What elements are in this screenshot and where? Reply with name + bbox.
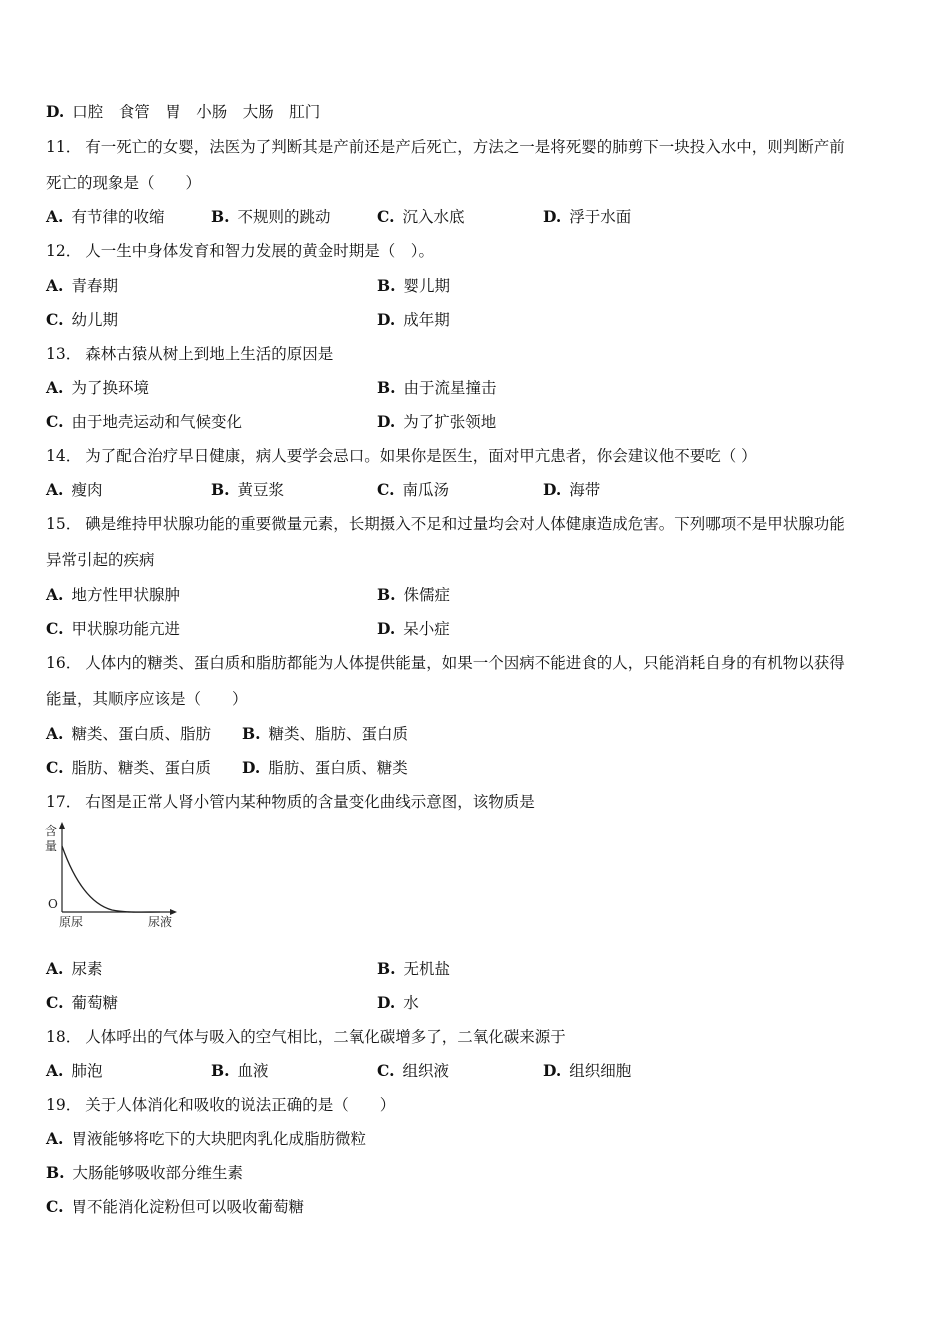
q13-option-d: D. 为了扩张领地 <box>377 412 497 431</box>
q16-option-d: D. 脂肪、蛋白质、糖类 <box>242 758 408 777</box>
y-label-1: 含 <box>45 824 58 838</box>
y-label-2: 量 <box>45 839 58 853</box>
q11-option-a: A. 有节律的收缩 <box>46 207 165 226</box>
q18-stem: 18． 人体呼出的气体与吸入的空气相比，二氧化碳增多了，二氧化碳来源于 <box>46 1028 566 1046</box>
q15-stem-line1: 15． 碘是维持甲状腺功能的重要微量元素，长期摄入不足和过量均会对人体健康造成危害。下列哪项不是甲状腺功能 <box>46 515 845 533</box>
q15-option-d: D. 呆小症 <box>377 619 450 638</box>
q12-option-d: D. 成年期 <box>377 310 450 329</box>
q16-option-a: A. 糖类、蛋白质、脂肪 <box>46 724 211 743</box>
q19-option-a: A. 胃液能够将吃下的大块肥肉乳化成脂肪微粒 <box>46 1129 366 1148</box>
q19-option-c: C. 胃不能消化淀粉但可以吸收葡萄糖 <box>46 1197 304 1216</box>
q16-stem-line2: 能量，其顺序应该是（ ） <box>46 690 248 708</box>
q18-option-a: A. 肺泡 <box>46 1061 103 1080</box>
origin-label: O <box>48 897 58 911</box>
q13-stem: 13． 森林古猿从树上到地上生活的原因是 <box>46 345 334 363</box>
q15-stem-line2: 异常引起的疾病 <box>46 551 155 569</box>
q14-stem: 14． 为了配合治疗早日健康，病人要学会忌口。如果你是医生，面对甲亢患者，你会建议他不要吃（ ） <box>46 447 757 465</box>
q15-option-a: A. 地方性甲状腺肿 <box>46 585 180 604</box>
q14-option-d: D. 海带 <box>543 480 601 499</box>
q13-option-c: C. 由于地壳运动和气候变化 <box>46 412 242 431</box>
q12-option-a: A. 青春期 <box>46 276 118 295</box>
q16-option-c: C. 脂肪、糖类、蛋白质 <box>46 758 211 777</box>
x-end-label: 尿液 <box>148 915 173 929</box>
q14-option-b: B. 黄豆浆 <box>211 480 285 499</box>
option-label: D. <box>46 102 65 121</box>
q13-option-b: B. 由于流星撞击 <box>377 378 497 397</box>
q19-stem: 19． 关于人体消化和吸收的说法正确的是（ ） <box>46 1096 396 1114</box>
q17-option-d: D. 水 <box>377 993 419 1012</box>
x-start-label: 原尿 <box>59 915 84 929</box>
q12-option-b: B. 婴儿期 <box>377 276 451 295</box>
content-curve <box>62 846 160 912</box>
q14-option-a: A. 瘦肉 <box>46 480 103 499</box>
q17-option-c: C. 葡萄糖 <box>46 993 118 1012</box>
q18-option-d: D. 组织细胞 <box>543 1061 632 1080</box>
q15-option-c: C. 甲状腺功能亢进 <box>46 619 180 638</box>
q17-curve-figure <box>40 820 190 932</box>
option-text: 口腔 食管 胃 小肠 大肠 肛门 <box>72 103 321 121</box>
y-axis-arrow-icon <box>59 822 65 829</box>
q16-option-b: B. 糖类、脂肪、蛋白质 <box>242 724 409 743</box>
q18-option-c: C. 组织液 <box>377 1061 449 1080</box>
q16-stem-line1: 16． 人体内的糖类、蛋白质和脂肪都能为人体提供能量，如果一个因病不能进食的人，只能消耗自身的有机物以获得 <box>46 654 845 672</box>
question-number: 11． <box>46 138 82 156</box>
q10-option-d <box>46 102 320 122</box>
q17-stem: 17． 右图是正常人肾小管内某种物质的含量变化曲线示意图，该物质是 <box>46 793 535 811</box>
q11-option-d: D. 浮于水面 <box>543 207 632 226</box>
q12-option-c: C. 幼儿期 <box>46 310 118 329</box>
q14-option-c: C. 南瓜汤 <box>377 480 449 499</box>
q19-option-b: B. 大肠能够吸收部分维生素 <box>46 1163 244 1182</box>
q11-option-c: C. 沉入水底 <box>377 207 465 226</box>
question-text: 有一死亡的女婴，法医为了判断其是产前还是产后死亡，方法之一是将死婴的肺剪下一块投入水中，则判断产前 <box>85 138 845 156</box>
q17-option-a: A. 尿素 <box>46 959 103 978</box>
q11-stem-line1 <box>46 137 845 157</box>
q13-option-a: A. 为了换环境 <box>46 378 149 397</box>
q18-option-b: B. 血液 <box>211 1061 269 1080</box>
q12-stem: 12． 人一生中身体发育和智力发展的黄金时期是（ ）。 <box>46 242 434 260</box>
q11-stem-line2: 死亡的现象是（ ） <box>46 174 202 192</box>
q17-option-b: B. 无机盐 <box>377 959 451 978</box>
q11-option-b: B. 不规则的跳动 <box>211 207 331 226</box>
q15-option-b: B. 侏儒症 <box>377 585 451 604</box>
